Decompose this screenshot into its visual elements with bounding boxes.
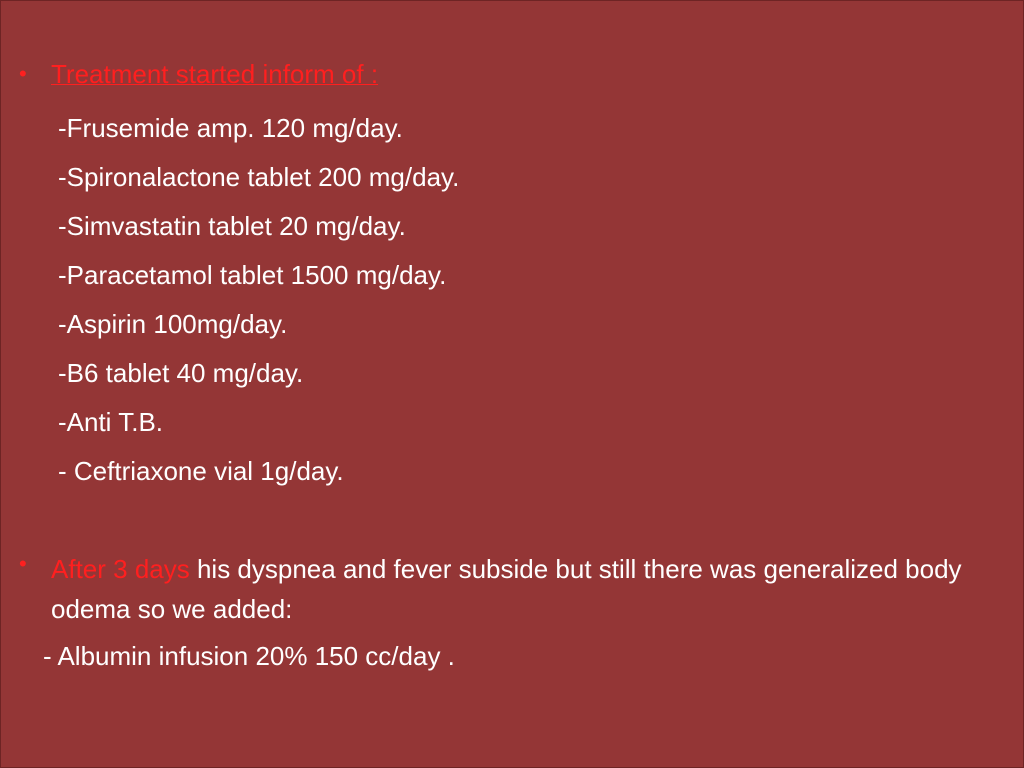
medication-item: -Paracetamol tablet 1500 mg/day. [58, 260, 447, 290]
bullet-dot-icon: • [19, 551, 27, 576]
medication-item: -Simvastatin tablet 20 mg/day. [58, 211, 406, 241]
followup-paragraph [51, 549, 983, 629]
medication-item: -Spironalactone tablet 200 mg/day. [58, 162, 460, 192]
medication-item: -Anti T.B. [58, 407, 164, 437]
treatment-heading: Treatment started inform of : [51, 59, 379, 89]
followup-bullet [19, 549, 983, 629]
followup-text: his dyspnea and fever subside but still there was generalized body odema so we added: [51, 554, 962, 624]
followup-highlight: After 3 days [51, 554, 190, 584]
medication-item: -B6 tablet 40 mg/day. [58, 358, 304, 388]
medication-list [58, 111, 459, 503]
medication-item: -Frusemide amp. 120 mg/day. [58, 113, 403, 143]
bullet-dot-icon: • [19, 61, 27, 86]
medication-item: - Ceftriaxone vial 1g/day. [58, 456, 344, 486]
medication-item: -Aspirin 100mg/day. [58, 309, 288, 339]
albumin-addition: - Albumin infusion 20% 150 cc/day . [43, 641, 455, 671]
treatment-bullet [19, 59, 983, 90]
